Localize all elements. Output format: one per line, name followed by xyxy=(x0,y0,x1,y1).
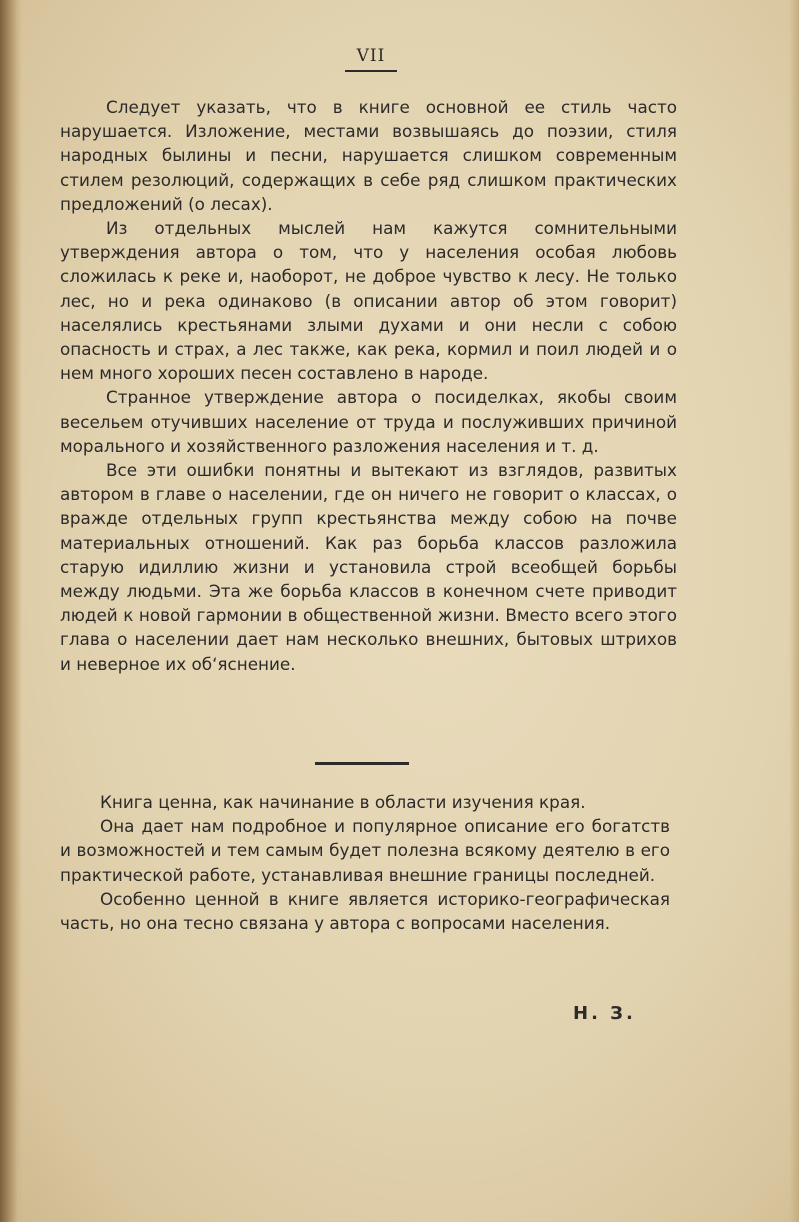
page-number: VII xyxy=(345,46,397,72)
conclusion-text xyxy=(60,790,670,935)
author-signature: Н. З. xyxy=(573,1003,636,1024)
paragraph-book-value: Книга ценна, как начинание в области изучения края. xyxy=(100,792,586,812)
paragraph-historical-geography: Особенно ценной в книге является историко-географическая часть, но она тесно связана у автора с вопросами населения. xyxy=(60,888,670,934)
paragraph-description: Она дает нам подробное и популярное описание его богатств и возможностей и тем самым будет полезна всякому деятелю в его практической работе, устанавливая внешние границы последней. xyxy=(60,816,670,885)
paragraph-gatherings: Странное утверждение автора о посиделках, якобы своим весельем отучивших население от труда и послуживших причиной морального и хозяйственного разложения населения и т. д. xyxy=(60,387,677,456)
paragraph-class-struggle: Все эти ошибки понятны и вытекают из взглядов, развитых автором в главе о населении, где он ничего не говорит о классах, о вражде отдельных групп крестьянства между собою на почве материальных отношений. Как раз борьба классов разложила старую идиллию жизни и установила строй всеобщей борьбы между людьми. Эта же борьба классов в конечном счете приводит людей к новой гармонии в общественной жизни. Вместо всего этого глава о населении дает нам несколько внешних, бытовых штрихов и неверное их об‘яснение. xyxy=(60,460,677,674)
paragraph-river-forest: Из отдельных мыслей нам кажутся сомнительными утверждения автора о том, что у населения особая любовь сложилась к реке и, наоборот, не доброе чувство к лесу. Не только лес, но и река одинаково (в описании автор об этом говорит) населялись крестьянами злыми духами и они несли с собою опасность и страх, а лес также, как река, кормил и поил людей и о нем много хороших песен составлено в народе. xyxy=(60,218,677,384)
main-text xyxy=(60,95,677,676)
section-divider xyxy=(315,762,409,765)
paragraph-style: Следует указать, что в книге основной ее стиль часто нарушается. Изложение, местами возвышаясь до поэзии, стиля народных былины и песни, нарушается слишком современным стилем резолюций, содержащих в себе ряд слишком практических предложений (о лесах). xyxy=(60,97,677,214)
